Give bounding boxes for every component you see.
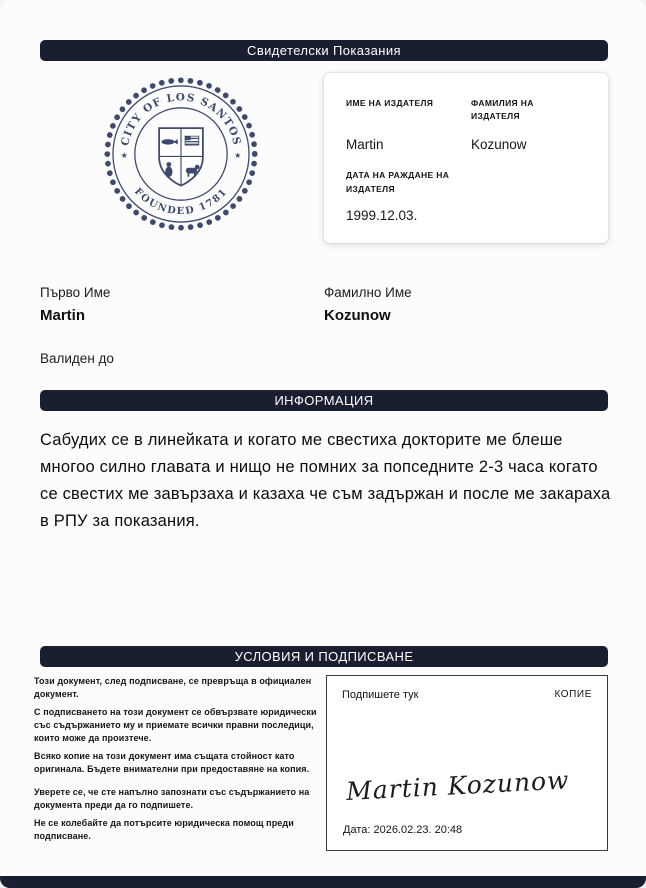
terms-paragraph: Този документ, след подписване, се превръща в официален документ. [34,675,312,699]
last-name-label: Фамилно Име [324,284,412,300]
terms-paragraph: Не се колебайте да потърсите юридическа помощ преди подписване. [34,817,294,842]
issuer-first-name-label: ИМЕ НА ИЗДАТЕЛЯ [346,98,434,108]
footer-bar [0,876,646,888]
signature-box[interactable] [326,675,608,851]
header-row [40,73,608,243]
document-title: Свидетелски Показания [247,43,401,58]
sign-here-label: Подпишете тук [342,688,419,701]
issuer-last-name-label: ФАМИЛИЯ НА ИЗДАТЕЛЯ [471,98,534,122]
name-fields-row [40,285,608,324]
document-title-bar [40,40,608,61]
field-valid-until [40,351,608,366]
issuer-dob-label: ДАТА НА РАЖДАНЕ НА ИЗДАТЕЛЯ [346,170,450,194]
seal-graphic [100,73,262,235]
terms-and-signature-row [34,675,608,851]
info-section-bar [40,390,608,411]
terms-text-block [34,675,326,851]
terms-section-title: УСЛОВИЯ И ПОДПИСВАНЕ [234,648,414,664]
issuer-info-card [324,73,608,243]
issuer-dob-value: 1999.12.03. [346,207,418,223]
city-of-los-santos-seal-icon [100,73,262,235]
field-first-name [40,285,324,324]
terms-paragraph: С подписването на този документ се обвързвате юридически със съдържанието му и приемате всички правни последици, които може да произтече. [34,706,317,743]
terms-section-bar [40,646,608,667]
issuer-last-name-value: Kozunow [471,137,527,153]
info-body-text: Сабудих се в линейката и когато ме свестиха докторите ме блеше многоо силно главата и нищо не помних за попседните 2-3 часа когато се свестих ме завързаха и казаха че съм задържан и после ме закараха в РПУ за показания. [40,430,611,531]
signature-box-header [342,689,592,701]
terms-paragraph: Всяко копие на този документ има същата стойност като оригинала. Бъдете внимателни при предоставяне на копия. [34,750,310,774]
first-name-label: Първо Име [40,284,111,300]
seal-bottom-text: FOUNDED 1781 [131,186,231,217]
valid-until-label: Валиден до [40,350,114,366]
signature-date: Дата: 2026.02.23. 20:48 [343,823,463,836]
last-name-value: Kozunow [324,306,391,324]
seal-top-text: CITY OF LOS SANTOS [119,91,243,148]
first-name-value: Martin [40,306,85,324]
issuer-first-name-value: Martin [346,137,384,153]
signature-text: Martin Kozunow [345,764,571,806]
copy-badge: КОПИЕ [554,688,592,700]
seal-star-left-icon: ★ [120,151,128,161]
terms-paragraph: Уверете се, че сте напълно запознати със съдържанието на документа преди да го подпишете. [34,786,310,810]
field-last-name [324,285,608,324]
seal-star-right-icon: ★ [234,151,242,161]
info-section-title: ИНФОРМАЦИЯ [274,392,374,408]
